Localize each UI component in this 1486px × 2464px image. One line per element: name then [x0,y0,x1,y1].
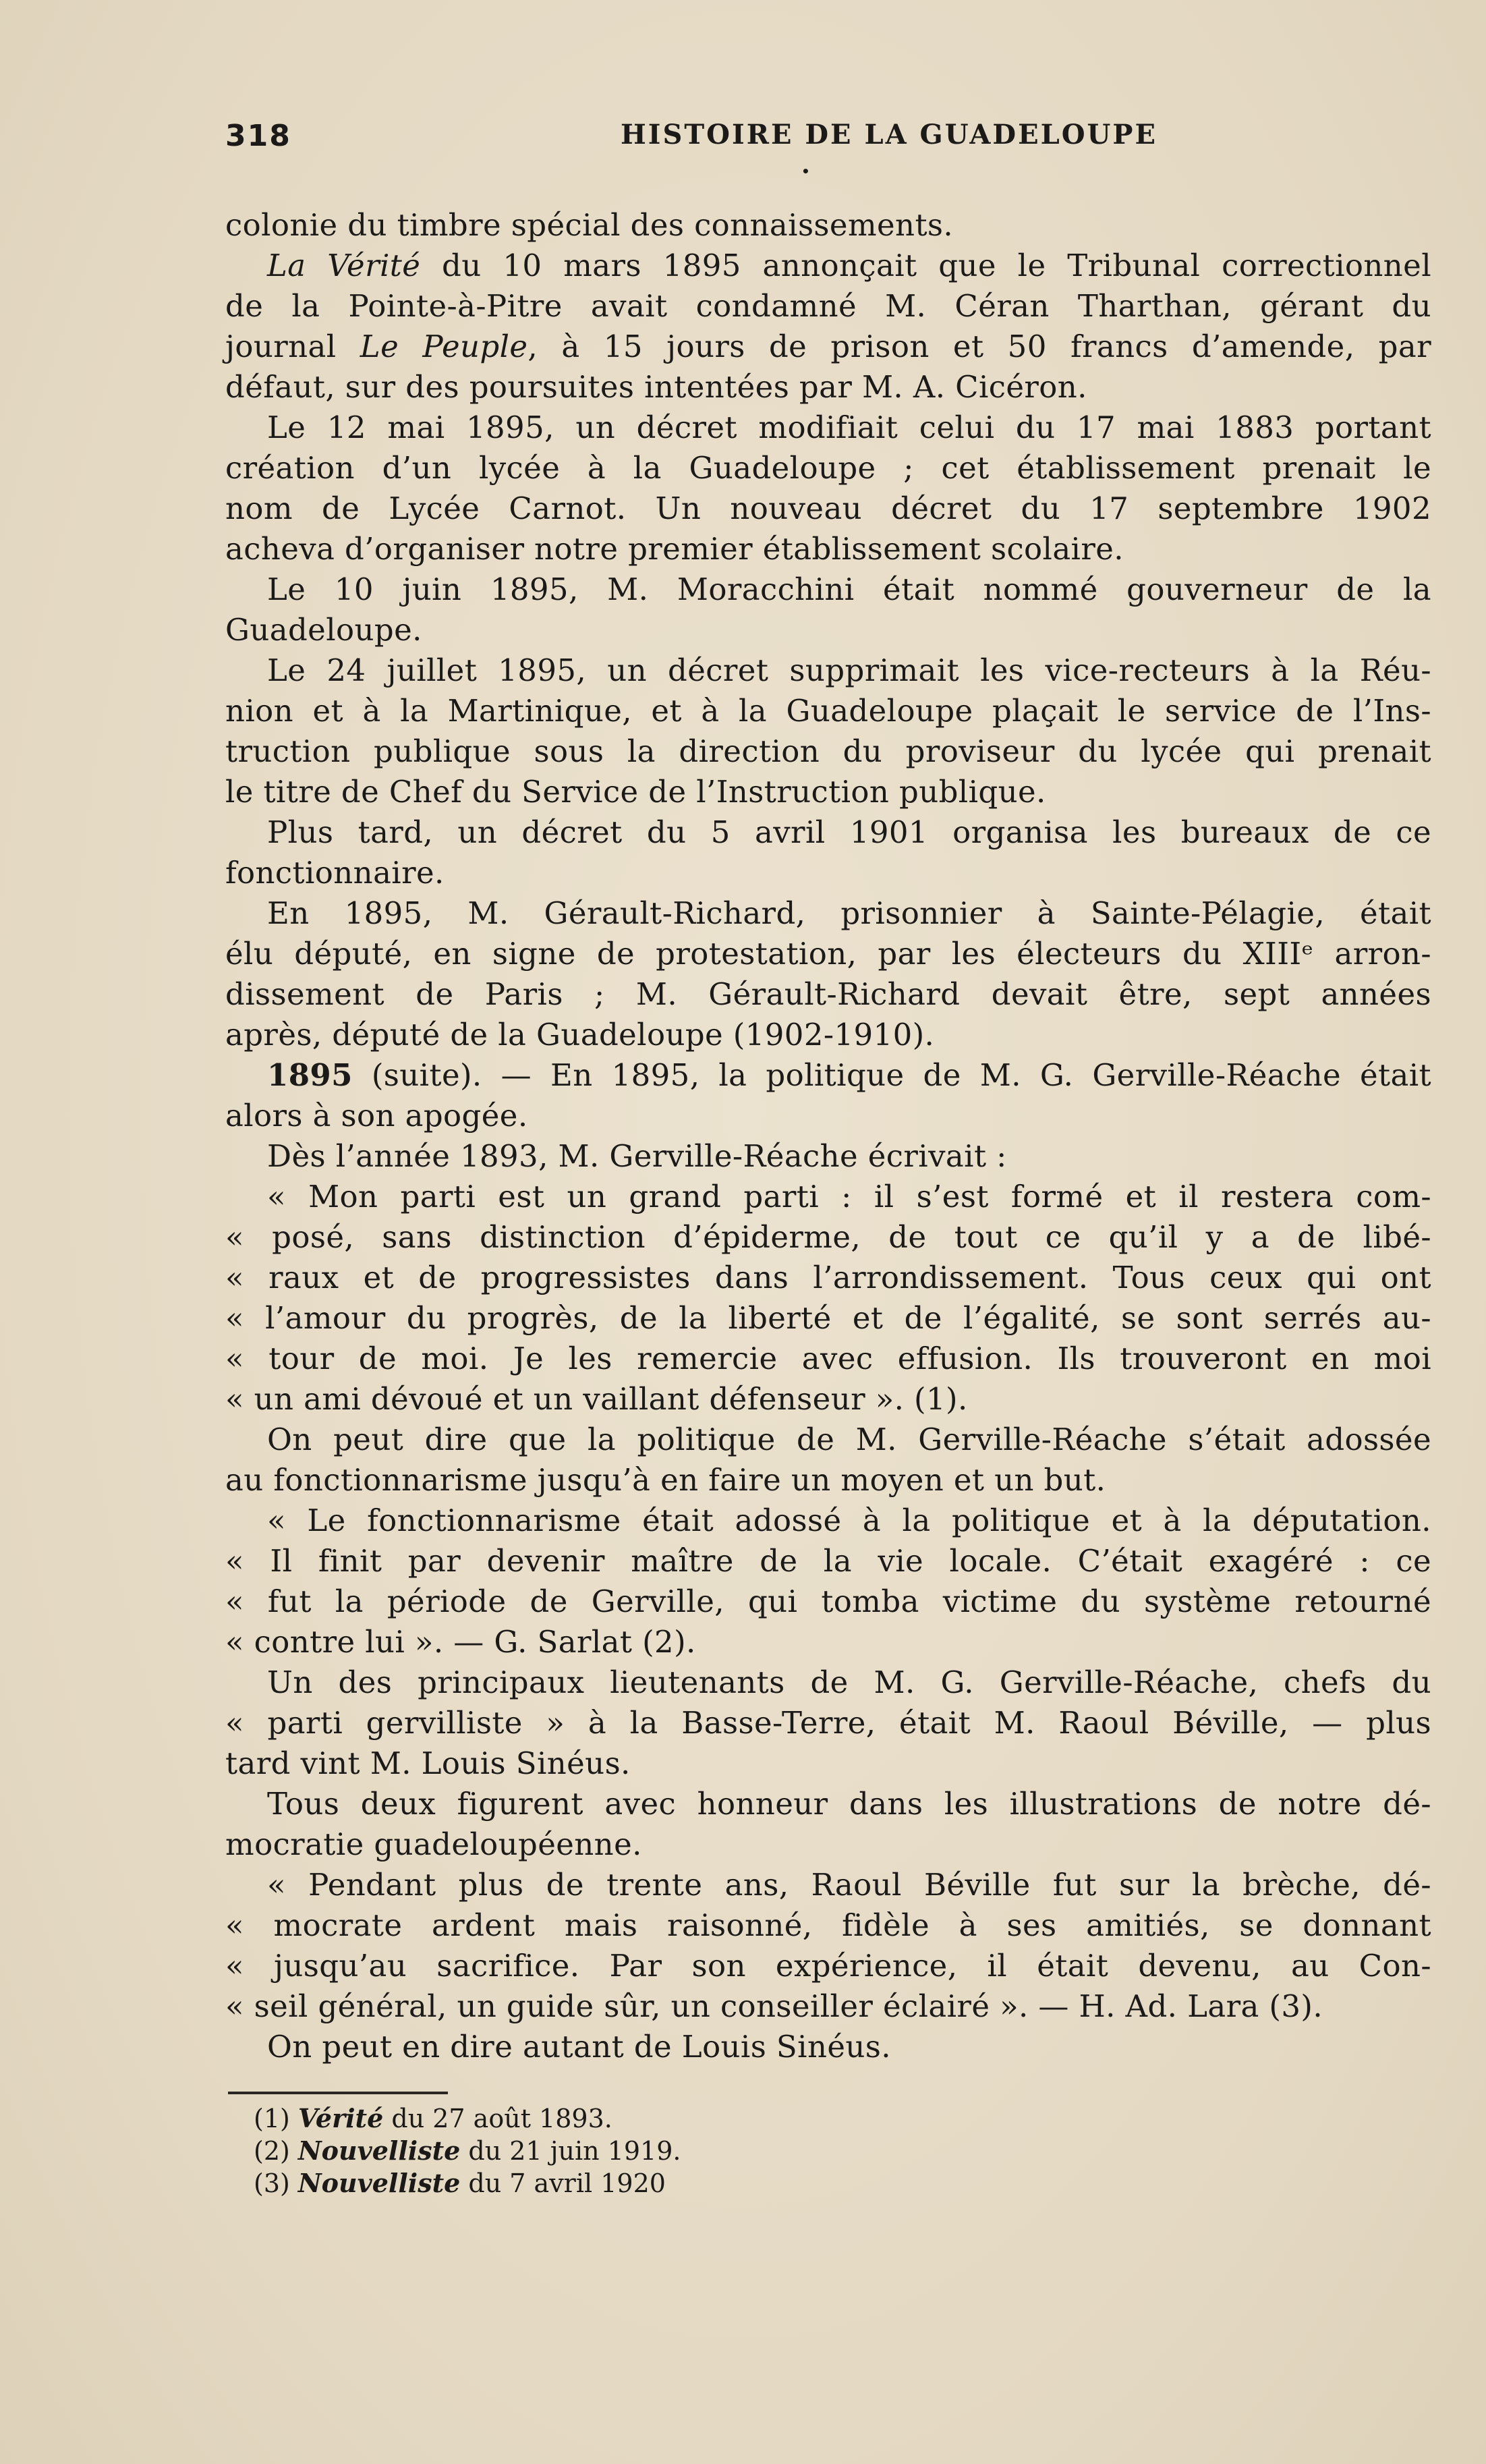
text-line: « posé, sans distinction d’épiderme, de tout ce qu’il y a de libé- [225,1219,1431,1255]
text-line: alors à son apogée. [225,1098,528,1133]
text-line: « Mon parti est un grand parti : il s’est formé et il restera com- [267,1179,1431,1214]
footnote-number: (3) [254,2168,290,2198]
text-line: Un des principaux lieutenants de M. G. Gerville-Réache, chefs du [267,1664,1431,1700]
text-line: nom de Lycée Carnot. Un nouveau décret du 17 septembre 1902 [225,491,1431,526]
footnote-number: (1) [254,2104,290,2133]
text-line: colonie du timbre spécial des connaissements. [225,207,954,243]
footnote-source: Nouvelliste [297,2168,461,2198]
footnote-date: du 21 juin 1919. [468,2136,681,2166]
footnote-source: Nouvelliste [297,2135,461,2166]
text-line: « parti gervilliste » à la Basse-Terre, était M. Raoul Béville, — plus [225,1705,1431,1741]
text-line: le titre de Chef du Service de l’Instruction publique. [225,774,1046,810]
text-line: truction publique sous la direction du proviseur du lycée qui prenait [225,733,1431,769]
text-line: Le 24 juillet 1895, un décret supprimait les vice-recteurs à la Réu- [267,652,1431,688]
text-line: « mocrate ardent mais raisonné, fidèle à ses amitiés, se donnant [225,1907,1431,1943]
text-line: La Vérité du 10 mars 1895 annonçait que le Tribunal correctionnel [267,248,1432,283]
text-line: au fonctionnarisme jusqu’à en faire un moyen et un but. [225,1462,1106,1498]
text-line: défaut, sur des poursuites intentées par M. A. Cicéron. [225,369,1087,405]
text-line: Plus tard, un décret du 5 avril 1901 organisa les bureaux de ce [267,814,1431,850]
text-line: tard vint M. Louis Sinéus. [225,1745,631,1781]
footnote-source: Vérité [297,2103,384,2133]
text-line: « fut la période de Gerville, qui tomba victime du système retourné [225,1584,1431,1619]
footnote [254,2167,681,2200]
text-line: « Il finit par devenir maître de la vie locale. C’était exagéré : ce [225,1543,1431,1579]
text-line: de la Pointe-à-Pitre avait condamné M. Céran Tharthan, gérant du [225,288,1431,324]
text-line: Dès l’année 1893, M. Gerville-Réache écrivait : [267,1138,1007,1174]
text-line: « seil général, un guide sûr, un conseiller éclairé ». — H. Ad. Lara (3). [225,1988,1323,2024]
footnote-number: (2) [254,2136,290,2166]
text-line: Le 10 juin 1895, M. Moracchini était nommé gouverneur de la [267,571,1431,607]
text-line: dissement de Paris ; M. Gérault-Richard devait être, sept années [225,976,1431,1012]
text-line: fonctionnaire. [225,855,445,891]
footnote-separator [228,2092,448,2094]
text-line: Le 12 mai 1895, un décret modifiait celui du 17 mai 1883 portant [267,410,1431,445]
text-line: « contre lui ». — G. Sarlat (2). [225,1624,696,1660]
page-number: 318 [225,119,291,153]
text-line: 1895 (suite). — En 1895, la politique de M. G. Gerville-Réache était [267,1057,1431,1093]
text-line: après, député de la Guadeloupe (1902-1910). [225,1017,935,1053]
footnote [254,2135,681,2167]
text-line: Guadeloupe. [225,612,422,648]
footnotes [254,2102,681,2200]
text-line: « l’amour du progrès, de la liberté et de l’égalité, se sont serrés au- [225,1300,1431,1336]
text-line: « jusqu’au sacrifice. Par son expérience, il était devenu, au Con- [225,1948,1431,1984]
text-line: « raux et de progressistes dans l’arrondissement. Tous ceux qui ont [225,1260,1431,1295]
footnote [254,2102,681,2135]
text-line: On peut en dire autant de Louis Sinéus. [267,2029,891,2065]
text-line: « Le fonctionnarisme était adossé à la politique et à la députation. [267,1503,1431,1538]
text-line: journal Le Peuple, à 15 jours de prison et 50 francs d’amende, par [225,329,1431,364]
text-line: « tour de moi. Je les remercie avec effusion. Ils trouveront en moi [225,1341,1431,1376]
footnote-date: du 7 avril 1920 [468,2168,666,2198]
text-line: élu député, en signe de protestation, par les électeurs du XIIIᵉ arron- [225,936,1431,972]
text-line: acheva d’organiser notre premier établissement scolaire. [225,531,1124,567]
page-header [225,119,1466,179]
text-line: En 1895, M. Gérault-Richard, prisonnier à Sainte-Pélagie, était [267,895,1431,931]
text-line: nion et à la Martinique, et à la Guadeloupe plaçait le service de l’Ins- [225,693,1431,729]
text-line: On peut dire que la politique de M. Gerville-Réache s’était adossée [267,1422,1431,1457]
text-line: création d’un lycée à la Guadeloupe ; cet établissement prenait le [225,450,1431,486]
body-text [225,205,1431,2067]
text-line: « un ami dévoué et un vaillant défenseur ». (1). [225,1381,968,1417]
text-line: « Pendant plus de trente ans, Raoul Béville fut sur la brèche, dé- [267,1867,1431,1903]
text-line: Tous deux figurent avec honneur dans les illustrations de notre dé- [267,1786,1431,1822]
header-ornament: • [801,163,810,179]
text-line: mocratie guadeloupéenne. [225,1826,642,1862]
running-head: HISTOIRE DE LA GUADELOUPE [621,119,1158,150]
footnote-date: du 27 août 1893. [391,2104,612,2133]
